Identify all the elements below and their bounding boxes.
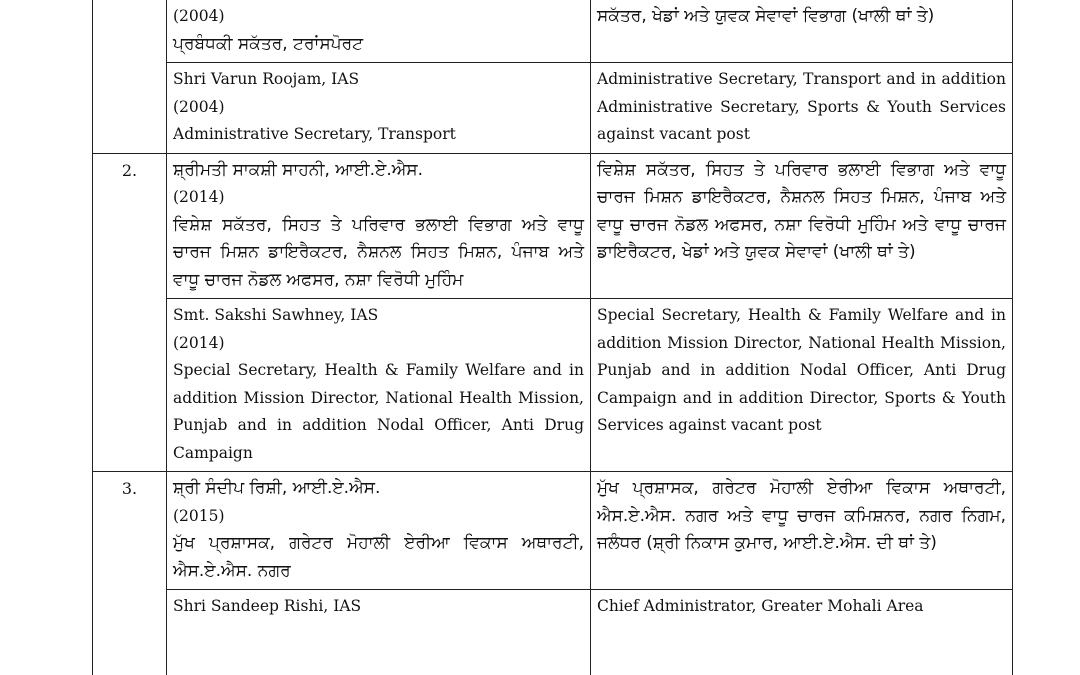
punjabi-officer-cell: [167, 153, 591, 299]
table-row: [93, 472, 1013, 590]
serial-number: 2.: [121, 160, 138, 180]
current-posting-punjabi: ਮੁੱਖ ਪ੍ਰਸ਼ਾਸਕ, ਗਰੇਟਰ ਮੋਹਾਲੀ ਏਰੀਆ ਵਿਕਾਸ ਅਥਾਰਟੀ, ਐਸ.ਏ.ਐਸ. ਨਗਰ: [173, 533, 584, 581]
officer-batch-year: (2014): [173, 333, 225, 352]
table-row: [93, 590, 1013, 675]
new-posting-punjabi-cell: [591, 472, 1013, 590]
new-posting-english-cell: [591, 299, 1013, 472]
new-posting-punjabi-cell: [591, 0, 1013, 63]
serial-number-cell: [93, 63, 167, 154]
new-posting-punjabi: ਸਕੱਤਰ, ਖੇਡਾਂ ਅਤੇ ਯੁਵਕ ਸੇਵਾਵਾਂ ਵਿਭਾਗ (ਖਾਲੀ ਥਾਂ ਤੇ): [597, 6, 935, 26]
current-posting-punjabi: ਵਿਸ਼ੇਸ਼ ਸਕੱਤਰ, ਸਿਹਤ ਤੇ ਪਰਿਵਾਰ ਭਲਾਈ ਵਿਭਾਗ ਅਤੇ ਵਾਧੂ ਚਾਰਜ ਮਿਸ਼ਨ ਡਾਇਰੈਕਟਰ, ਨੈਸ਼ਨਲ ਸਿਹਤ ਮਿਸ਼ਨ, ਪੰਜਾਬ ਅਤੇ ਵਾਧੂ ਚਾਰਜ ਨੋਡਲ ਅਫਸਰ, ਨਸ਼ਾ ਵਿਰੋਧੀ ਮੁਹਿੰਮ: [173, 214, 584, 290]
new-posting-punjabi: ਵਿਸ਼ੇਸ਼ ਸਕੱਤਰ, ਸਿਹਤ ਤੇ ਪਰਿਵਾਰ ਭਲਾਈ ਵਿਭਾਗ ਅਤੇ ਵਾਧੂ ਚਾਰਜ ਮਿਸ਼ਨ ਡਾਇਰੈਕਟਰ, ਨੈਸ਼ਨਲ ਸਿਹਤ ਮਿਸ਼ਨ, ਪੰਜਾਬ ਅਤੇ ਵਾਧੂ ਚਾਰਜ ਨੋਡਲ ਅਫਸਰ, ਨਸ਼ਾ ਵਿਰੋਧੀ ਮੁਹਿੰਮ ਅਤੇ ਵਾਧੂ ਚਾਰਜ ਡਾਇਰੈਕਟਰ, ਖੇਡਾਂ ਅਤੇ ਯੁਵਕ ਸੇਵਾਵਾਂ (ਖਾਲੀ ਥਾਂ ਤੇ): [597, 159, 1006, 262]
serial-number-cell: [93, 299, 167, 472]
officer-name-english: Shri Sandeep Rishi, IAS: [173, 597, 362, 615]
table-row: [93, 153, 1013, 299]
table-row: [93, 63, 1013, 154]
new-posting-english: Chief Administrator, Greater Mohali Area: [597, 597, 924, 615]
officer-name-english: Smt. Sakshi Sawhney, IAS: [173, 306, 379, 324]
serial-number-cell: [93, 153, 167, 299]
punjabi-officer-cell: [167, 472, 591, 590]
officer-name-english: Shri Varun Roojam, IAS: [173, 70, 360, 88]
english-officer-cell: [167, 299, 591, 472]
punjabi-officer-cell: [167, 0, 591, 63]
officer-batch-year: (2015): [173, 506, 225, 525]
new-posting-punjabi-cell: [591, 153, 1013, 299]
serial-number-cell: [93, 0, 167, 63]
current-posting-english: Administrative Secretary, Transport: [173, 125, 456, 143]
officer-batch-year: (2004): [173, 7, 225, 25]
current-posting-punjabi: ਪ੍ਰਬੰਧਕੀ ਸਕੱਤਰ, ਟਰਾਂਸਪੋਰਟ: [173, 33, 364, 54]
new-posting-punjabi: ਮੁੱਖ ਪ੍ਰਸ਼ਾਸਕ, ਗਰੇਟਰ ਮੋਹਾਲੀ ਏਰੀਆ ਵਿਕਾਸ ਅਥਾਰਟੀ, ਐਸ.ਏ.ਐਸ. ਨਗਰ ਅਤੇ ਵਾਧੂ ਚਾਰਜ ਕਮਿਸ਼ਨਰ, ਨਗਰ ਨਿਗਮ, ਜਲੰਧਰ (ਸ਼੍ਰੀ ਨਿਕਾਸ ਕੁਮਾਰ, ਆਈ.ਏ.ਐਸ. ਦੀ ਥਾਂ ਤੇ): [597, 478, 1006, 553]
new-posting-english: Administrative Secretary, Transport and in addition Administrative Secretary, Sports & Youth Services against vacant post: [597, 70, 1006, 143]
new-posting-english-cell: [591, 63, 1013, 154]
officer-name-punjabi: ਸ਼੍ਰੀਮਤੀ ਸਾਕਸ਼ੀ ਸਾਹਨੀ, ਆਈ.ਏ.ਐਸ.: [173, 159, 424, 180]
officer-batch-year: (2004): [173, 97, 225, 116]
serial-number-cell: [93, 472, 167, 590]
new-posting-english-cell: [591, 590, 1013, 675]
current-posting-english: Special Secretary, Health & Family Welfare and in addition Mission Director, National Health Mission, Punjab and in addition Nodal Officer, Anti Drug Campaign: [173, 361, 584, 462]
officer-name-punjabi: ਸ਼੍ਰੀ ਸੰਦੀਪ ਰਿਸ਼ੀ, ਆਈ.ਏ.ਐਸ.: [173, 478, 381, 498]
new-posting-english: Special Secretary, Health & Family Welfare and in addition Mission Director, National Health Mission, Punjab and in addition Nodal Officer, Anti Drug Campaign and in addition Director, Sports & Youth Services against vacant post: [597, 306, 1006, 434]
serial-number-cell: [93, 590, 167, 675]
english-officer-cell: [167, 590, 591, 675]
table-row: [93, 0, 1013, 63]
serial-number: 3.: [121, 479, 138, 498]
table-row: [93, 299, 1013, 472]
english-officer-cell: [167, 63, 591, 154]
transfer-orders-table: [92, 0, 1013, 675]
officer-batch-year: (2014): [173, 188, 225, 206]
